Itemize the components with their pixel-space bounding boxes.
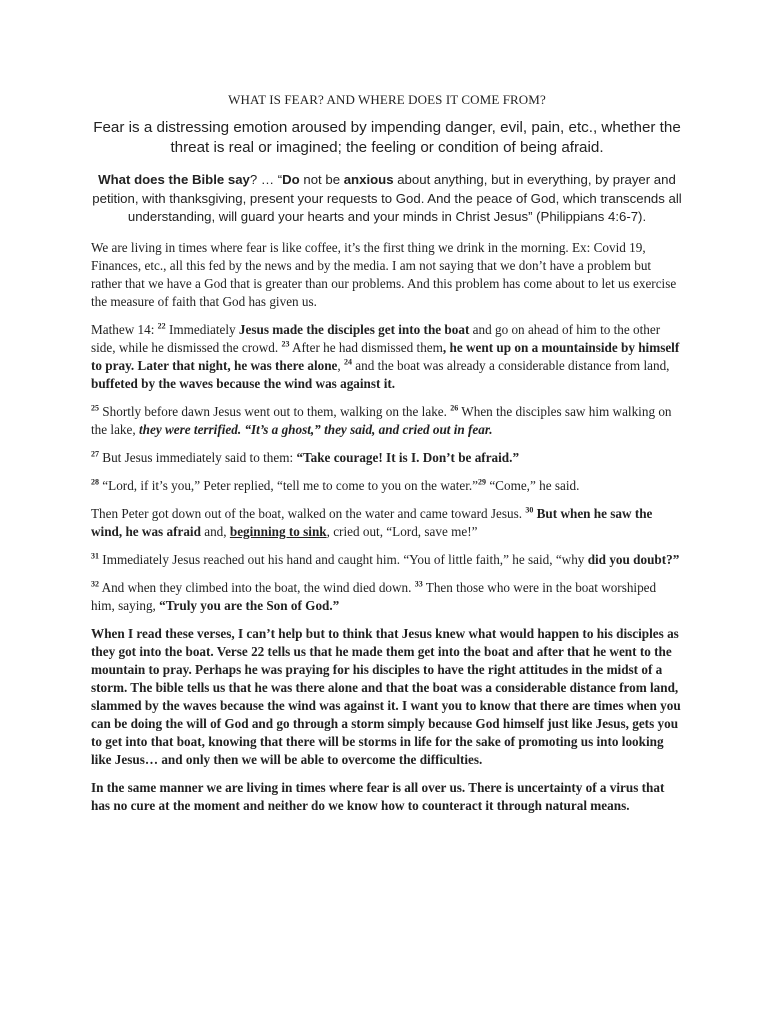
verse-number: 31	[91, 551, 99, 561]
fear-definition: Fear is a distressing emotion aroused by impending danger, evil, pain, etc., whether the threat is real or imagined; the feeling or condition of being afraid.	[93, 119, 681, 156]
verse-number: 27	[91, 449, 99, 459]
verse-number: 29	[478, 477, 487, 487]
verse-paragraph-32-33: $^{32}$ And when they climbed into the boat, the wind died down. $^{33}$ Then those who were in the boat worshiped him, saying, “Truly you are the Son of God.”	[91, 579, 657, 613]
verse-paragraph-22-24: Mathew 14: $^{22}$ Immediately Jesus made the disciples get into the boat and go on ahead of him to the other side, while he dismissed the crowd. $^{23}$ After he had dismissed them, he went up on a mountainside by himself to pray. Later that night, he was there alone, $^{24}$ and the boat was already a considerable distance from land, buffeted by the waves because the wind was against it.	[91, 321, 680, 391]
verse-paragraph-28-29: $^{28}$ “Lord, if it’s you,” Peter replied, “tell me to come to you on the water.”$^{29}$ “Come,” he said.	[91, 477, 580, 493]
verse-paragraph-31: $^{31}$ Immediately Jesus reached out his hand and caught him. “You of little faith,” he said, “why did you doubt?”	[91, 551, 680, 567]
verse-number: 24	[344, 357, 352, 367]
closing-paragraph: In the same manner we are living in times where fear is all over us. There is uncertainty of a virus that has no cure at the moment and neither do we know how to counteract it through natural means.	[91, 779, 665, 813]
reflection-paragraph: When I read these verses, I can’t help but to think that Jesus knew what would happen to his disciples as they got into the boat. Verse 22 tells us that he made them get into the boat and after that he went to the mountain to pray. Perhaps he was praying for his disciples to have the right attitudes in the midst of a storm. The bible tells us that he was there alone and that the boat was a considerable distance from land, slammed by the waves because the wind was against it. I want you to know that there are times when you can be doing the will of God and go through a storm simply because God himself just like Jesus, gets you to get into that boat, knowing that there will be storms in life for the sake of promoting us into looking like Jesus… and only then we will be able to overcome the difficulties.	[91, 625, 681, 767]
bible-question: What does the Bible say	[98, 172, 250, 187]
verse-number: 25	[91, 403, 99, 413]
verse-number: 28	[91, 477, 99, 487]
intro-paragraph: We are living in times where fear is like coffee, it’s the first thing we drink in the morning. Ex: Covid 19, Finances, etc., all this fed by the news and by the media. I am not saying that we don’t have a problem but rather that we have a God that is greater than our problems. And this problem has come about to let us exercise the measure of faith that God has given us.	[91, 239, 677, 309]
document-title: WHAT IS FEAR? AND WHERE DOES IT COME FROM?	[228, 92, 546, 107]
verse-number: 22	[157, 321, 166, 331]
verse-number: 26	[450, 403, 459, 413]
verse-paragraph-30: Then Peter got down out of the boat, walked on the water and came toward Jesus. $^{30}$ But when he saw the wind, he was afraid and, beginning to sink, cried out, “Lord, save me!”	[91, 505, 653, 539]
document-page	[91, 92, 683, 825]
verse-number: 23	[281, 339, 290, 349]
bible-quote: What does the Bible say? … “Do not be anxious about anything, but in everything, by prayer and petition, with thanksgiving, present your requests to God. And the peace of God, which transcends all understanding, will guard your hearts and your minds in Christ Jesus” (Philippians 4:6-7).	[92, 172, 682, 224]
verse-number: 32	[91, 579, 99, 589]
verse-paragraph-27: $^{27}$ But Jesus immediately said to them: “Take courage! It is I. Don’t be afraid.”	[91, 449, 520, 465]
verse-number: 33	[414, 579, 423, 589]
verse-number: 30	[525, 505, 534, 515]
verse-paragraph-25-26: $^{25}$ Shortly before dawn Jesus went out to them, walking on the lake. $^{26}$ When the disciples saw him walking on the lake, they were terrified. “It’s a ghost,” they said, and cried out in fear.	[91, 403, 672, 437]
